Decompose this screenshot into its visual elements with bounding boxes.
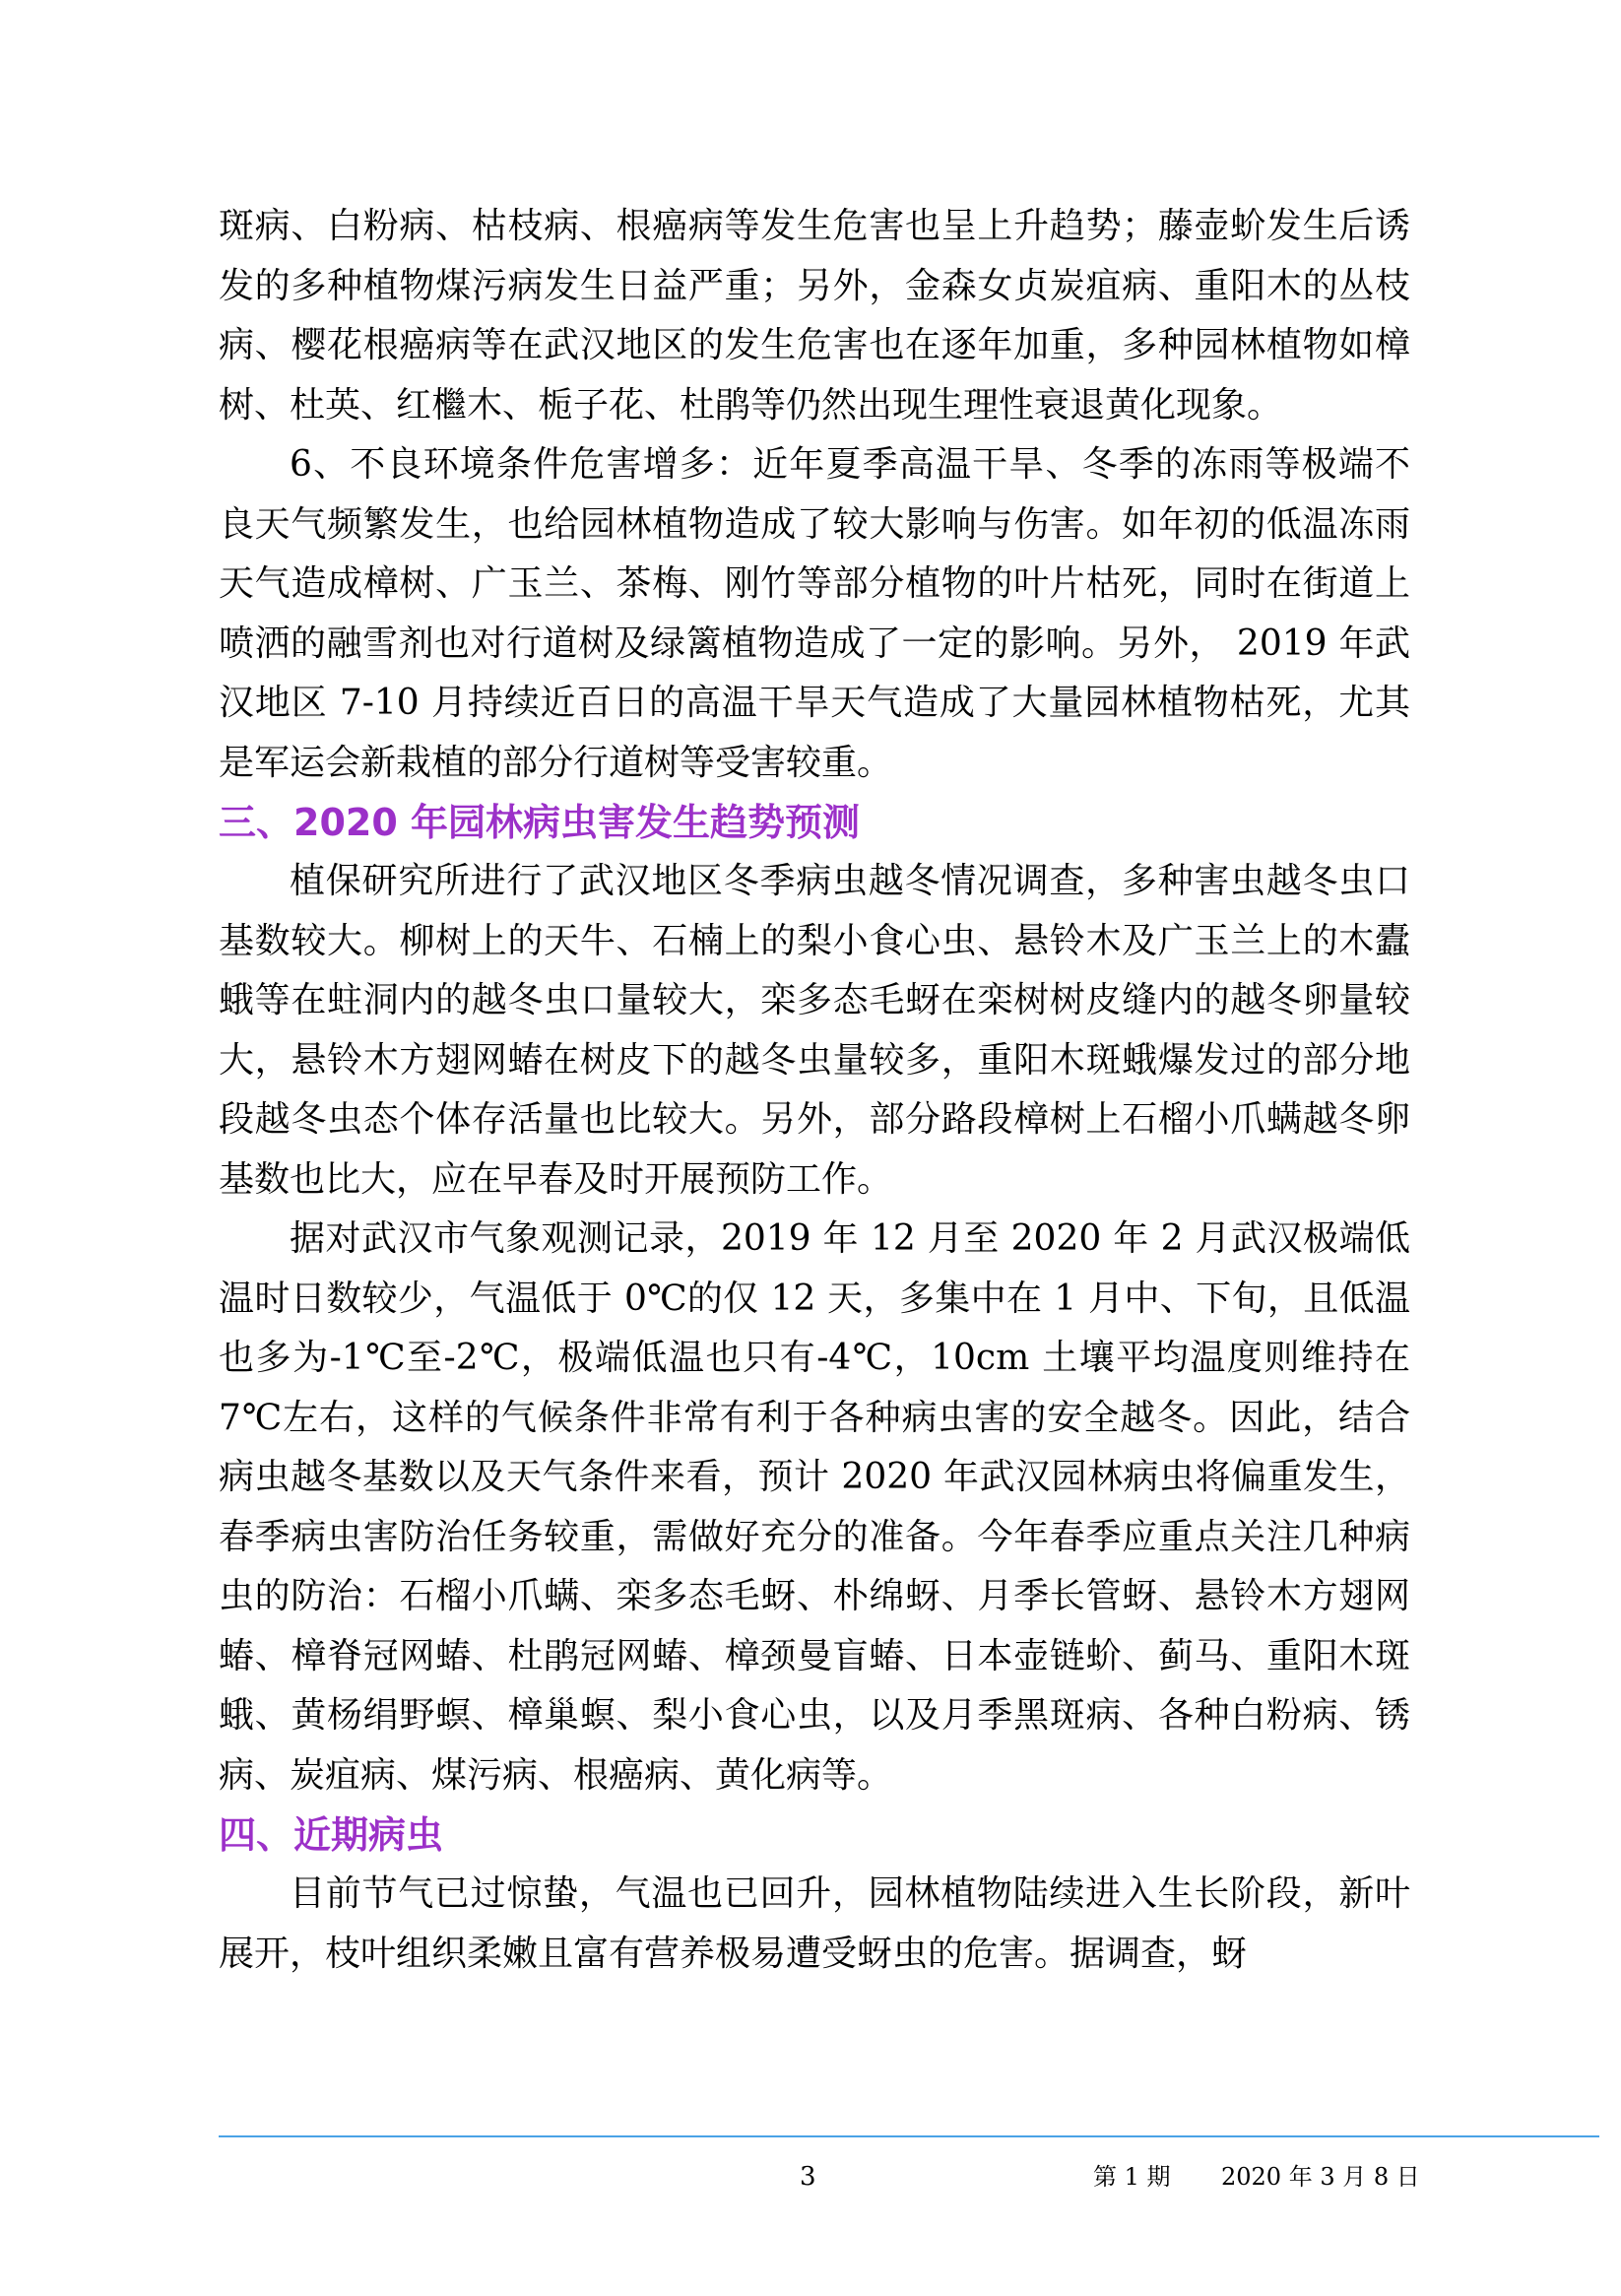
section-heading-recent-pests: 四、近期病虫 [219, 1813, 444, 1857]
footer-rule [219, 2135, 1599, 2137]
document-body [219, 197, 1410, 1984]
section-heading-2020-forecast: 三、2020 年园林病虫害发生趋势预测 [219, 801, 860, 844]
paragraph-weather-records: 据对武汉市气象观测记录，2019 年 12 月至 2020 年 2 月武汉极端低温时日数较少，气温低于 0℃的仅 12 天，多集中在 1 月中、下旬，且低温也多为-1℃至-2℃，极端低温也只有-4℃，10cm 土壤平均温度则维持在 7℃左右，这样的气候条件非常有利于各种病虫害的安全越冬。因此，结合病虫越冬基数以及天气条件来看，预计 2020 年武汉园林病虫将偏重发生，春季病虫害防治任务较重，需做好充分的准备。今年春季应重点关注几种病虫的防治：石榴小爪螨、栾多态毛蚜、朴绵蚜、月季长管蚜、悬铃木方翅网蝽、樟脊冠网蝽、杜鹃冠网蝽、樟颈曼盲蝽、日本壶链蚧、蓟马、重阳木斑蛾、黄杨绢野螟、樟巢螟、梨小食心虫，以及月季黑斑病、各种白粉病、锈病、炭疽病、煤污病、根癌病、黄化病等。 [219, 1218, 1410, 1796]
page-number: 3 [800, 2162, 816, 2192]
paragraph-overwintering-survey: 植保研究所进行了武汉地区冬季病虫越冬情况调查，多种害虫越冬虫口基数较大。柳树上的天牛、石楠上的梨小食心虫、悬铃木及广玉兰上的木蠹蛾等在蛀洞内的越冬虫口量较大，栾多态毛蚜在栾树树皮缝内的越冬卵量较大，悬铃木方翅网蝽在树皮下的越冬虫量较多，重阳木斑蛾爆发过的部分地段越冬虫态个体存活量也比较大。另外，部分路段樟树上石榴小爪螨越冬卵基数也比大，应在早春及时开展预防工作。 [219, 861, 1410, 1200]
paragraph-recent-pests: 目前节气已过惊蛰，气温也已回升，园林植物陆续进入生长阶段，新叶展开，枝叶组织柔嫩且富有营养极易遭受蚜虫的危害。据调查，蚜 [219, 1873, 1410, 1974]
paragraph-disease-trends: 斑病、白粉病、枯枝病、根癌病等发生危害也呈上升趋势；藤壶蚧发生后诱发的多种植物煤污病发生日益严重；另外，金森女贞炭疽病、重阳木的丛枝病、樱花根癌病等在武汉地区的发生危害也在逐年加重，多种园林植物如樟树、杜英、红檵木、栀子花、杜鹃等仍然出现生理性衰退黄化现象。 [219, 206, 1410, 426]
paragraph-adverse-environment: 6、不良环境条件危害增多：近年夏季高温干旱、冬季的冻雨等极端不良天气频繁发生，也给园林植物造成了较大影响与伤害。如年初的低温冻雨天气造成樟树、广玉兰、茶梅、刚竹等部分植物的叶片枯死，同时在街道上喷洒的融雪剂也对行道树及绿篱植物造成了一定的影响。另外， 2019 年武汉地区 7-10 月持续近百日的高温干旱天气造成了大量园林植物枯死，尤其是军运会新栽植的部分行道树等受害较重。 [219, 444, 1410, 783]
issue-date: 2020 年 3 月 8 日 [1221, 2163, 1420, 2191]
issue-label: 第 1 期 [1093, 2163, 1171, 2191]
